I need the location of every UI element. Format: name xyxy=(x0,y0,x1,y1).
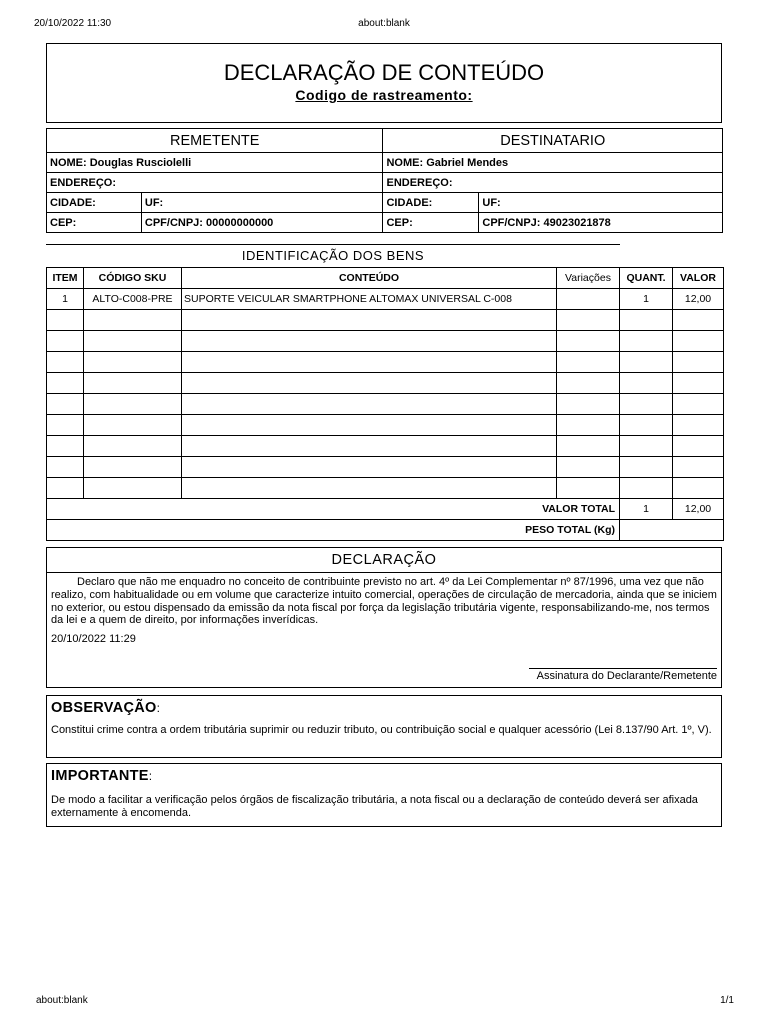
recipient-name: NOME: Gabriel Mendes xyxy=(383,153,723,173)
recipient-city: CIDADE: xyxy=(383,193,479,213)
cell-variations xyxy=(557,352,620,373)
print-page-title: about:blank xyxy=(358,18,410,29)
table-row xyxy=(47,394,724,415)
total-label: VALOR TOTAL xyxy=(47,499,620,520)
cell-value xyxy=(673,331,724,352)
total-quantity: 1 xyxy=(620,499,673,520)
cell-item xyxy=(47,310,84,331)
print-footer-url: about:blank xyxy=(36,995,88,1006)
sender-uf: UF: xyxy=(141,193,383,213)
recipient-address: ENDEREÇO: xyxy=(383,173,723,193)
col-quantity: QUANT. xyxy=(620,268,673,289)
sender-name: NOME: Douglas Rusciolelli xyxy=(47,153,383,173)
observation-colon: : xyxy=(156,701,161,715)
goods-table-body xyxy=(47,268,724,499)
total-row xyxy=(47,499,724,520)
cell-sku xyxy=(84,415,182,436)
goods-section-title: IDENTIFICAÇÃO DOS BENS xyxy=(46,244,620,266)
cell-content xyxy=(182,394,557,415)
parties-table xyxy=(46,128,723,233)
cell-value xyxy=(673,436,724,457)
cell-content xyxy=(182,415,557,436)
title-box xyxy=(46,43,722,123)
cell-sku xyxy=(84,310,182,331)
recipient-doc: CPF/CNPJ: 49023021878 xyxy=(479,213,723,233)
goods-header-row xyxy=(47,268,724,289)
recipient-heading: DESTINATARIO xyxy=(383,129,723,153)
cell-content xyxy=(182,457,557,478)
cell-item xyxy=(47,436,84,457)
cell-item xyxy=(47,478,84,499)
cell-item xyxy=(47,415,84,436)
table-row xyxy=(47,436,724,457)
table-row xyxy=(47,289,724,310)
col-item: ITEM xyxy=(47,268,84,289)
goods-table xyxy=(46,267,724,541)
observation-title: OBSERVAÇÃO xyxy=(51,700,157,716)
cell-value xyxy=(673,352,724,373)
important-text: De modo a facilitar a verificação pelos órgãos de fiscalização tributária, a nota fiscal ou a declaração de conteúdo deverá ser afixada externamente à encomenda. xyxy=(51,794,698,819)
cell-quantity xyxy=(620,394,673,415)
cell-variations xyxy=(557,478,620,499)
table-row xyxy=(47,415,724,436)
cell-item: 1 xyxy=(47,289,84,310)
declaration-box xyxy=(46,547,722,688)
recipient-uf: UF: xyxy=(479,193,723,213)
declaration-title: DECLARAÇÃO xyxy=(47,548,721,573)
signature-line xyxy=(529,668,717,669)
table-row xyxy=(47,310,724,331)
cell-sku xyxy=(84,436,182,457)
cell-content xyxy=(182,373,557,394)
cell-item xyxy=(47,352,84,373)
cell-content: SUPORTE VEICULAR SMARTPHONE ALTOMAX UNIVERSAL C-008 xyxy=(182,289,557,310)
cell-value xyxy=(673,394,724,415)
important-title: IMPORTANTE xyxy=(51,768,149,784)
cell-sku: ALTO-C008-PRE xyxy=(84,289,182,310)
cell-quantity xyxy=(620,436,673,457)
cell-sku xyxy=(84,373,182,394)
cell-variations xyxy=(557,394,620,415)
weight-row xyxy=(47,520,724,541)
cell-content xyxy=(182,331,557,352)
important-colon: : xyxy=(148,769,153,783)
cell-item xyxy=(47,394,84,415)
cell-variations xyxy=(557,310,620,331)
table-row xyxy=(47,352,724,373)
cell-value xyxy=(673,373,724,394)
cell-content xyxy=(182,352,557,373)
cell-variations xyxy=(557,436,620,457)
sender-address: ENDEREÇO: xyxy=(47,173,383,193)
weight-label: PESO TOTAL (Kg) xyxy=(47,520,620,541)
cell-value xyxy=(673,310,724,331)
cell-quantity xyxy=(620,478,673,499)
cell-content xyxy=(182,436,557,457)
cell-quantity xyxy=(620,352,673,373)
declaration-text: Declaro que não me enquadro no conceito de contribuinte previsto no art. 4º da Lei Complementar nº 87/1996, uma vez que não realizo, com habitualidade ou em volume que caracterize intuito comercial, operações de circulação de mercadoria, ainda que se iniciem no exterior, ou estou dispensado da emissão da nota fiscal por força da legislação tributária vigente, responsabilizando-me, nos termos da lei e a quem de direito, por informações inverídicas. xyxy=(51,576,717,627)
table-row xyxy=(47,373,724,394)
signature-label: Assinatura do Declarante/Remetente xyxy=(536,670,717,682)
cell-quantity xyxy=(620,310,673,331)
cell-variations xyxy=(557,415,620,436)
cell-item xyxy=(47,457,84,478)
cell-item xyxy=(47,331,84,352)
observation-text: Constitui crime contra a ordem tributária suprimir ou reduzir tributo, ou contribuição social e qualquer acessório (Lei 8.137/90 Art. 1º, V). xyxy=(51,724,712,736)
cell-sku xyxy=(84,352,182,373)
sender-cep: CEP: xyxy=(47,213,142,233)
cell-variations xyxy=(557,373,620,394)
sender-city: CIDADE: xyxy=(47,193,142,213)
cell-sku xyxy=(84,457,182,478)
col-value: VALOR xyxy=(673,268,724,289)
declaration-date: 20/10/2022 11:29 xyxy=(51,633,136,646)
print-datetime: 20/10/2022 11:30 xyxy=(34,18,112,29)
sender-heading: REMETENTE xyxy=(47,129,383,153)
cell-quantity xyxy=(620,457,673,478)
cell-variations xyxy=(557,331,620,352)
cell-variations xyxy=(557,289,620,310)
table-row xyxy=(47,457,724,478)
cell-quantity xyxy=(620,331,673,352)
recipient-cep: CEP: xyxy=(383,213,479,233)
important-box xyxy=(46,763,722,827)
total-value: 12,00 xyxy=(673,499,724,520)
cell-variations xyxy=(557,457,620,478)
tracking-code-label: Codigo de rastreamento: xyxy=(295,87,473,103)
cell-quantity: 1 xyxy=(620,289,673,310)
print-page-number: 1/1 xyxy=(720,995,734,1006)
col-variations: Variações xyxy=(557,268,620,289)
document-title: DECLARAÇÃO DE CONTEÚDO xyxy=(223,60,545,85)
table-row xyxy=(47,331,724,352)
col-content: CONTEÚDO xyxy=(182,268,557,289)
cell-quantity xyxy=(620,373,673,394)
observation-box xyxy=(46,695,722,758)
sender-doc: CPF/CNPJ: 00000000000 xyxy=(141,213,383,233)
cell-value xyxy=(673,415,724,436)
cell-item xyxy=(47,373,84,394)
cell-sku xyxy=(84,394,182,415)
cell-value xyxy=(673,457,724,478)
cell-sku xyxy=(84,331,182,352)
cell-content xyxy=(182,478,557,499)
table-row xyxy=(47,478,724,499)
cell-value xyxy=(673,478,724,499)
cell-sku xyxy=(84,478,182,499)
cell-quantity xyxy=(620,415,673,436)
col-sku: CÓDIGO SKU xyxy=(84,268,182,289)
cell-value: 12,00 xyxy=(673,289,724,310)
weight-value xyxy=(620,520,724,541)
cell-content xyxy=(182,310,557,331)
